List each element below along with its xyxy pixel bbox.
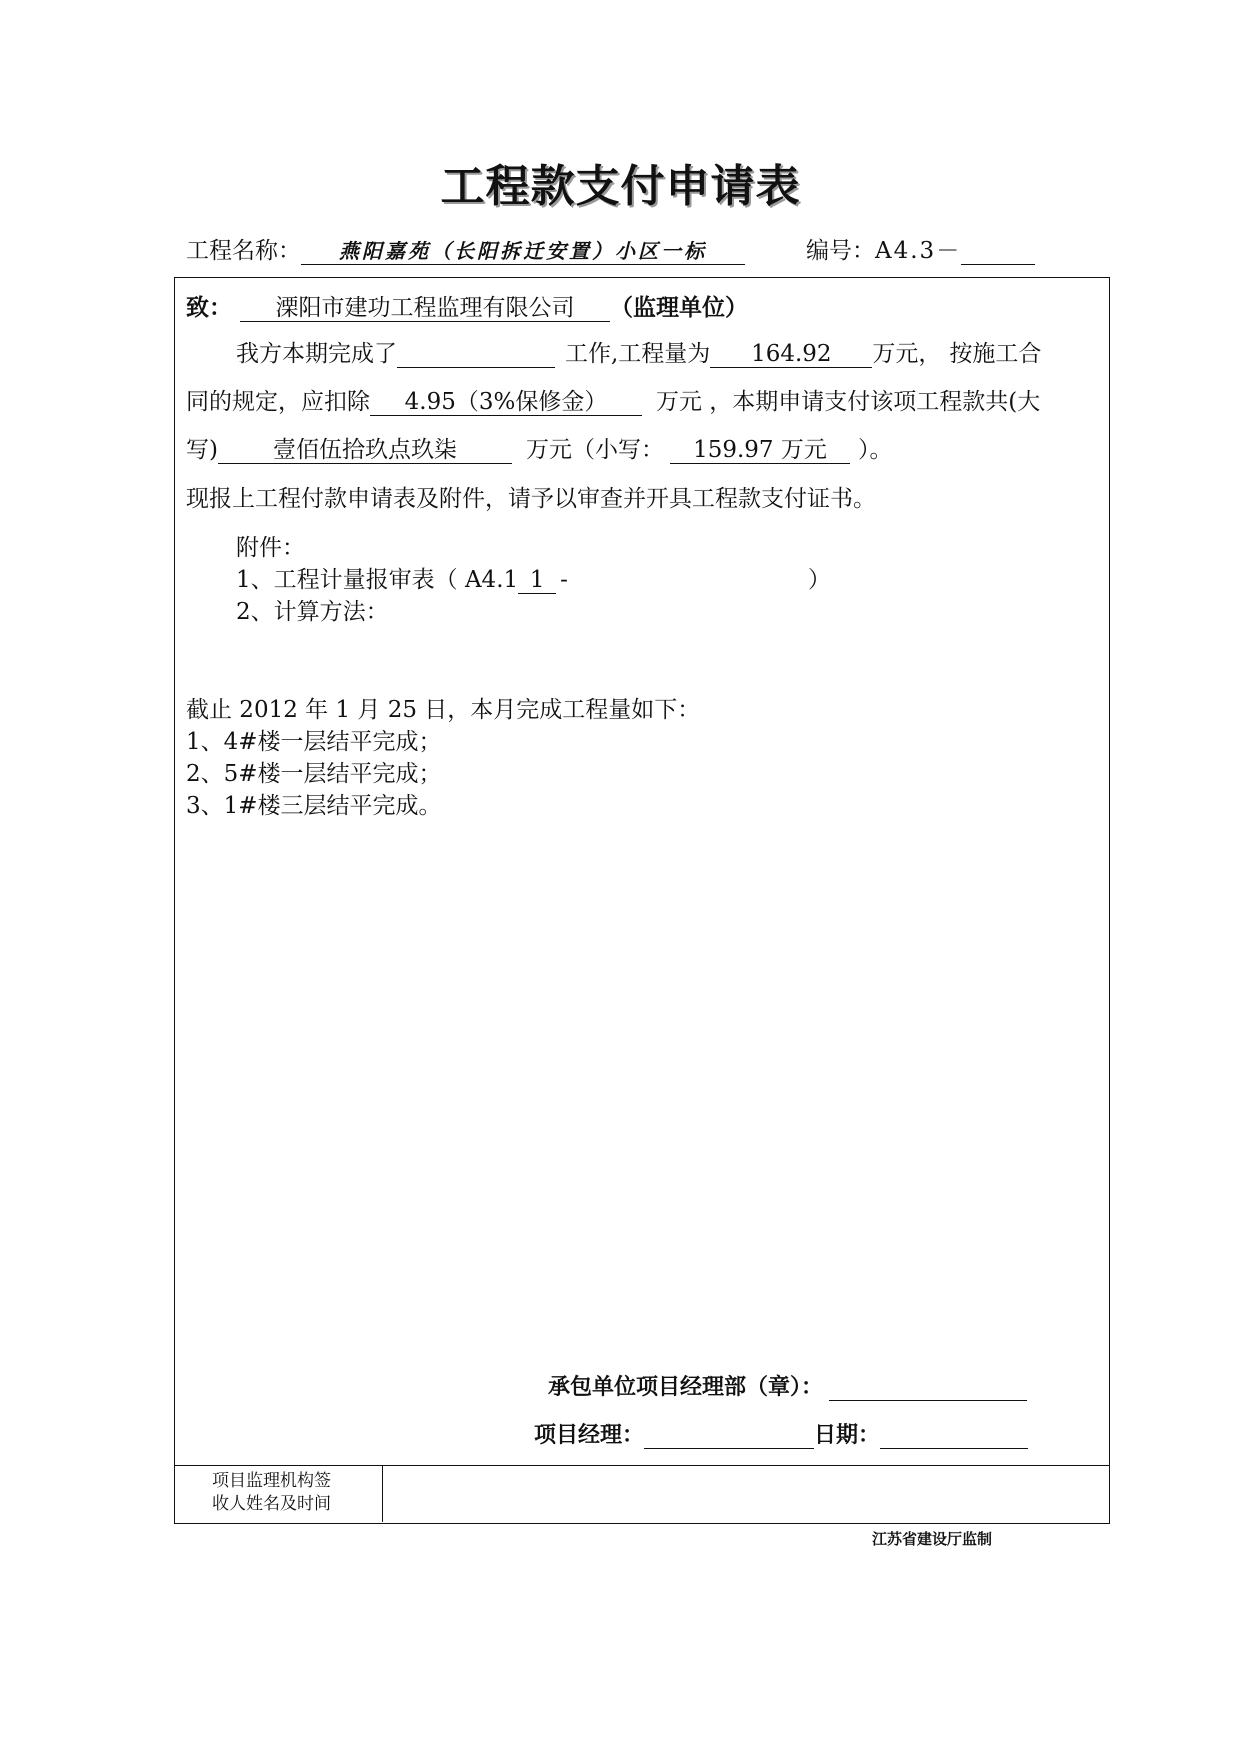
para-text: 写) [186, 437, 218, 463]
attachment-text: ） [807, 567, 831, 593]
para-line-3 [186, 437, 892, 465]
para-text: 万元 ，本期申请支付该项工程款共(大 [656, 389, 1041, 415]
date-label: 日期： [814, 1423, 881, 1448]
form-number-field [961, 238, 1035, 265]
attachments-label: 附件： [236, 535, 305, 561]
attachment-text: 1、工程计量报审表（ A4.1 [236, 567, 519, 593]
form-number-label: 编号： [806, 238, 875, 264]
manager-label: 项目经理： [534, 1423, 645, 1448]
form-number-prefix: A4.3－ [875, 238, 962, 264]
supervisor-role: （监理单位） [610, 295, 748, 321]
supervisor-company: 溧阳市建功工程监理有限公司 [240, 295, 610, 322]
date-field [880, 1423, 1028, 1449]
para-text: 工作,工程量为 [565, 341, 711, 367]
to-line [186, 295, 748, 323]
receipt-label-line: 项目监理机构签 [212, 1471, 331, 1491]
para-text: 万元（小写： [525, 437, 664, 463]
contractor-stamp-label: 承包单位项目经理部（章）： [548, 1375, 824, 1400]
deduction-field: 4.95（3%保修金） [370, 389, 642, 416]
para-line-1 [236, 341, 1041, 369]
progress-intro: 截止 2012 年 1 月 25 日，本月完成工程量如下： [186, 697, 701, 723]
para-text: ）。 [857, 437, 893, 463]
supervisor-receipt-label [212, 1470, 331, 1516]
para-line-4: 现报上工程付款申请表及附件，请予以审查并开具工程款支付证书。 [186, 486, 876, 512]
to-label: 致： [186, 295, 232, 321]
para-text: 万元， [872, 341, 942, 367]
project-name-field [301, 238, 745, 265]
attachment-number: 1 [518, 567, 556, 594]
para-text: 同的规定，应扣除 [186, 389, 370, 415]
table-cell-divider [382, 1466, 383, 1522]
table-divider [174, 1465, 1110, 1466]
project-name-row [186, 232, 745, 265]
issuer-note: 江苏省建设厅监制 [872, 1530, 993, 1548]
attachment-item-2: 2、计算方法： [236, 599, 389, 625]
contractor-stamp-row [548, 1370, 1027, 1401]
form-title: 工程款支付申请表 [440, 161, 801, 212]
para-text: 我方本期完成了 [236, 341, 397, 367]
progress-item: 1、4#楼一层结平完成； [186, 729, 442, 755]
progress-item: 3、1#楼三层结平完成。 [186, 793, 442, 819]
attachment-item-1 [236, 567, 831, 595]
receipt-label-line: 收人姓名及时间 [212, 1493, 331, 1514]
manager-field [644, 1423, 814, 1449]
project-name-label: 工程名称： [186, 238, 301, 264]
work-field [397, 341, 555, 368]
numeric-amount-field: 159.97 万元 [670, 437, 850, 464]
manager-date-row [534, 1418, 1028, 1449]
progress-item: 2、5#楼一层结平完成； [186, 761, 442, 787]
form-number-row [806, 232, 1035, 265]
project-name-value: 燕阳嘉苑（长阳拆迁安置）小区一标 [339, 239, 707, 263]
para-text: 按施工合 [949, 341, 1042, 367]
contractor-stamp-field [829, 1375, 1027, 1401]
para-line-2 [186, 389, 1040, 417]
attachment-text: - [560, 567, 568, 593]
amount-field: 164.92 [710, 341, 872, 368]
capital-amount-field: 壹佰伍拾玖点玖柒 [218, 437, 512, 464]
